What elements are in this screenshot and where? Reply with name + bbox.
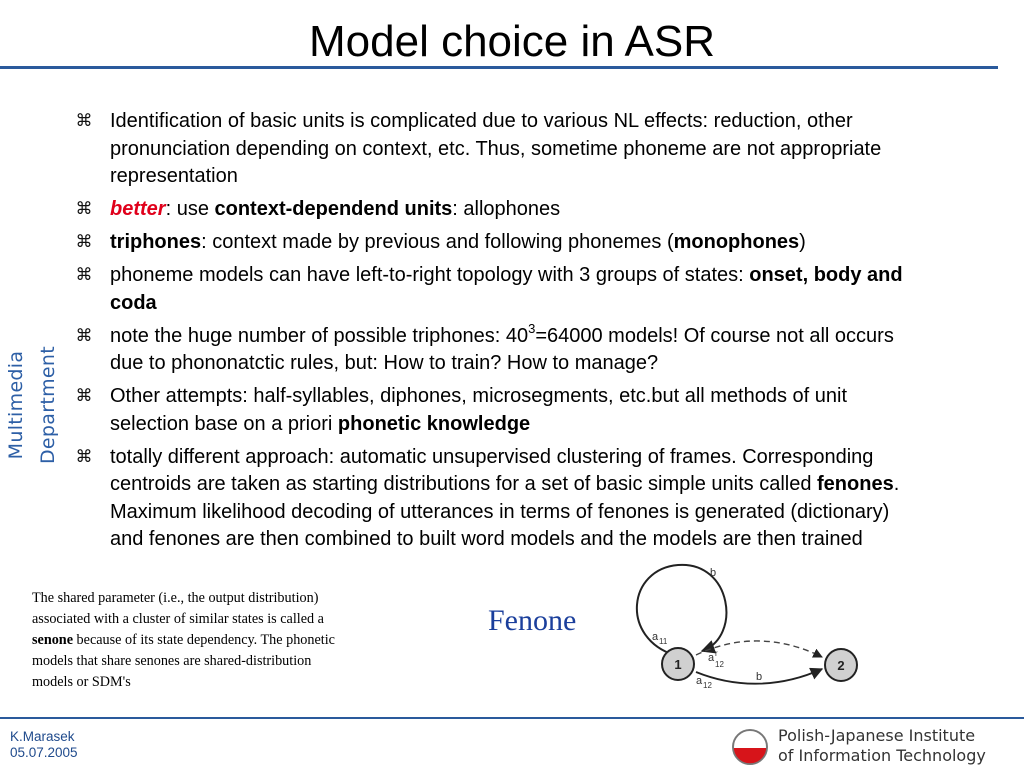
bullet-text: : use [165, 198, 215, 220]
transition-probability-label: a [696, 675, 703, 687]
footer-divider [0, 717, 1024, 719]
bullet-text: note the huge number of possible triphones: 40 [110, 324, 529, 347]
institute-line-1: Polish-Japanese Institute [778, 726, 976, 745]
fenone-label: Fenone [488, 604, 577, 637]
transition-probability-subscript: 12 [703, 681, 712, 690]
fenone-state-diagram [610, 555, 870, 705]
command-key-bullet-icon: ⌘ [75, 386, 93, 406]
institute-line-2: of Information Technology [778, 746, 986, 765]
institute-name [778, 726, 1018, 766]
loop-probability-subscript: 11 [659, 637, 668, 646]
bold-term: fenones [817, 473, 894, 495]
bullet-item [72, 320, 922, 378]
bullet-text: . Maximum likelihood decoding of utterances in terms of fenones is generated (dictionary) and fenones are then combined to built word models and the models are then trained [110, 473, 900, 550]
bullet-text: Identification of basic units is complicated due to various NL effects: reduction, other pronunciation depending on context, etc. Thus, sometime phoneme are not appropriate representation [110, 110, 882, 187]
null-probability-label: a [708, 652, 715, 664]
bold-term: context-dependend units [214, 198, 453, 220]
bold-term: triphones [110, 231, 202, 253]
null-probability-subscript: 12 [715, 660, 724, 669]
bullet-text: phoneme models can have left-to-right topology with 3 groups of states: [110, 264, 750, 286]
superscript-exponent: 3 [528, 320, 536, 336]
emphasis-text: better [110, 198, 166, 220]
bullet-item [72, 262, 922, 317]
bullet-text: Other attempts: half-syllables, diphones, microsegments, etc.but all methods of unit selection base on a priori [110, 385, 848, 435]
senone-note [32, 588, 352, 693]
loop-output-label: b [710, 567, 717, 579]
slide-date: 05.07.2005 [10, 745, 78, 760]
null-probability-superscript: r [715, 649, 718, 658]
bold-term: onset, body and coda [110, 264, 903, 314]
department-side-label: Multimedia Department [5, 346, 59, 464]
bullet-text: ) [799, 231, 806, 253]
command-key-bullet-icon: ⌘ [75, 446, 93, 467]
bullet-item [72, 108, 922, 191]
command-key-bullet-icon: ⌘ [75, 265, 93, 285]
note-text: because of its state dependency. The phonetic models that share senones are shared-distribution models or SDM's [32, 632, 335, 690]
bullet-item [72, 229, 922, 257]
bullet-list [72, 108, 922, 559]
bullet-item [72, 444, 922, 554]
author-name: K.Marasek [10, 729, 75, 744]
bullet-item [72, 196, 922, 224]
state-1-label: 1 [674, 657, 682, 672]
bold-term: senone [32, 632, 73, 648]
transition-output-label: b [756, 671, 763, 683]
command-key-bullet-icon: ⌘ [75, 232, 93, 252]
command-key-bullet-icon: ⌘ [75, 111, 93, 131]
bullet-text: : allophones [452, 198, 561, 220]
command-key-bullet-icon: ⌘ [75, 199, 93, 219]
institute-logo-icon [730, 727, 770, 767]
bold-term: phonetic knowledge [337, 412, 531, 435]
command-key-bullet-icon: ⌘ [75, 325, 93, 346]
title-divider [0, 66, 998, 69]
loop-probability-label: a [652, 631, 659, 643]
bold-term: monophones [673, 231, 800, 253]
slide-title: Model choice in ASR [309, 17, 715, 66]
bullet-text: =64000 models! Of course not all occurs due to phononatctic rules, but: How to train? How to manage? [110, 324, 894, 374]
bullet-text: : context made by previous and following phonemes ( [201, 231, 674, 253]
state-2-label: 2 [837, 658, 845, 673]
note-text: The shared parameter (i.e., the output distribution) associated with a cluster of similar states is called a [32, 590, 324, 627]
author-block [10, 729, 78, 761]
bullet-text: totally different approach: automatic unsupervised clustering of frames. Corresponding centroids are taken as starting distributions for a set of basic simple units called [110, 445, 874, 495]
bullet-item [72, 383, 922, 438]
